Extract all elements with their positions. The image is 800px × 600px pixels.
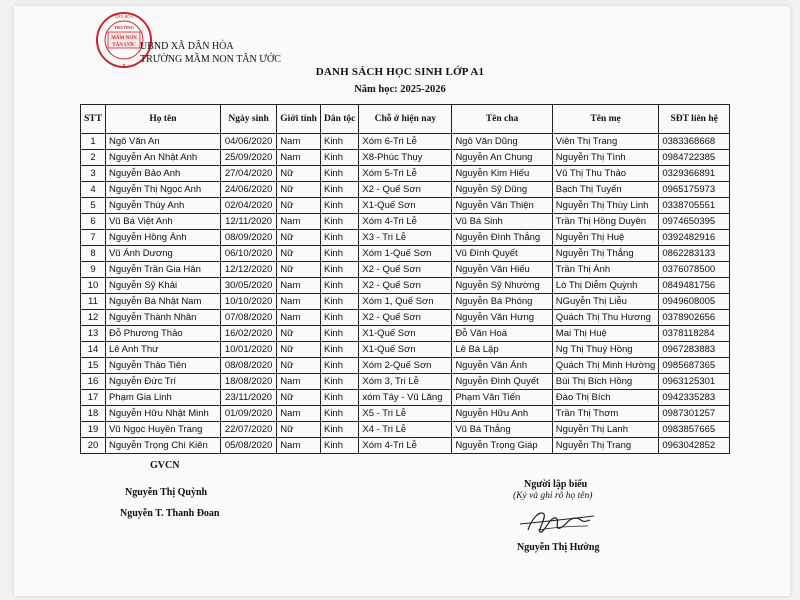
cell-phone: 0376078500 xyxy=(659,262,730,278)
cell-mother-name: Nguyễn Thị Trang xyxy=(552,438,659,454)
cell-phone: 0338705551 xyxy=(659,198,730,214)
table-row xyxy=(81,326,730,342)
cell-ethnicity: Kinh xyxy=(320,310,358,326)
cell-mother-name: Trần Thị Thơm xyxy=(552,406,659,422)
cell-phone: 0862283133 xyxy=(659,246,730,262)
cell-ethnicity: Kinh xyxy=(320,358,358,374)
cell-gender: Nam xyxy=(277,438,321,454)
cell-gender: Nữ xyxy=(277,342,321,358)
table-row xyxy=(81,422,730,438)
cell-ethnicity: Kinh xyxy=(320,214,358,230)
cell-address: xóm Tây - Vũ Lăng xyxy=(359,390,452,406)
table-row xyxy=(81,342,730,358)
cell-full-name: Phạm Gia Linh xyxy=(105,390,220,406)
cell-ethnicity: Kinh xyxy=(320,230,358,246)
cell-address: X2 - Quế Sơn xyxy=(359,278,452,294)
cell-address: Xóm 3, Tri Lễ xyxy=(359,374,452,390)
cell-full-name: Nguyễn Sỹ Khải xyxy=(105,278,220,294)
cell-phone: 0949608005 xyxy=(659,294,730,310)
cell-birth-date: 22/07/2020 xyxy=(220,422,276,438)
table-row xyxy=(81,406,730,422)
student-list-table xyxy=(80,104,730,454)
cell-full-name: Nguyễn Đức Trí xyxy=(105,374,220,390)
preparer-label: Người lập biểu xyxy=(524,479,588,490)
cell-address: X1-Quế Sơn xyxy=(359,198,452,214)
cell-full-name: Nguyễn Thị Ngọc Anh xyxy=(105,182,220,198)
cell-phone: 0967283883 xyxy=(659,342,730,358)
cell-mother-name: Lò Thị Diễm Quỳnh xyxy=(552,278,659,294)
cell-address: Xóm 1, Quế Sơn xyxy=(359,294,452,310)
preparer-name: Nguyễn Thị Hường xyxy=(517,542,600,553)
cell-stt: 2 xyxy=(81,150,106,166)
cell-mother-name: Nguyễn Thị Thắng xyxy=(552,246,659,262)
cell-gender: Nam xyxy=(277,406,321,422)
cell-birth-date: 06/10/2020 xyxy=(220,246,276,262)
col-header: Tên mẹ xyxy=(552,105,659,134)
cell-father-name: Nguyễn Kim Hiếu xyxy=(452,166,552,182)
cell-mother-name: Mai Thị Huệ xyxy=(552,326,659,342)
cell-gender: Nam xyxy=(277,214,321,230)
cell-father-name: Nguyễn Trọng Giáp xyxy=(452,438,552,454)
cell-father-name: Nguyễn Bá Phóng xyxy=(452,294,552,310)
cell-full-name: Nguyễn Hồng Ánh xyxy=(105,230,220,246)
preparer-note: (Ký và ghi rõ họ tên) xyxy=(513,491,593,501)
cell-stt: 3 xyxy=(81,166,106,182)
cell-father-name: Nguyễn Đình Thắng xyxy=(452,230,552,246)
cell-mother-name: Đào Thị Bích xyxy=(552,390,659,406)
cell-stt: 15 xyxy=(81,358,106,374)
cell-address: Xóm 4-Tri Lễ xyxy=(359,438,452,454)
table-row xyxy=(81,390,730,406)
cell-gender: Nữ xyxy=(277,422,321,438)
col-header: Tên cha xyxy=(452,105,552,134)
cell-ethnicity: Kinh xyxy=(320,406,358,422)
cell-address: X5 - Tri Lễ xyxy=(359,406,452,422)
cell-address: X1-Quế Sơn xyxy=(359,326,452,342)
cell-address: Xóm 1-Quế Sơn xyxy=(359,246,452,262)
cell-gender: Nữ xyxy=(277,390,321,406)
cell-phone: 0942335283 xyxy=(659,390,730,406)
cell-ethnicity: Kinh xyxy=(320,166,358,182)
cell-ethnicity: Kinh xyxy=(320,422,358,438)
cell-mother-name: Bạch Thị Tuyến xyxy=(552,182,659,198)
cell-full-name: Nguyễn Bảo Anh xyxy=(105,166,220,182)
cell-ethnicity: Kinh xyxy=(320,198,358,214)
cell-address: X2 - Quế Sơn xyxy=(359,310,452,326)
cell-gender: Nữ xyxy=(277,230,321,246)
cell-stt: 18 xyxy=(81,406,106,422)
svg-text:MẦM NON: MẦM NON xyxy=(111,36,137,41)
cell-stt: 1 xyxy=(81,134,106,150)
cell-father-name: Phạm Văn Tiến xyxy=(452,390,552,406)
school-year: Năm học: 2025-2026 xyxy=(354,84,446,95)
cell-birth-date: 08/09/2020 xyxy=(220,230,276,246)
cell-stt: 19 xyxy=(81,422,106,438)
cell-full-name: Đỗ Phương Thảo xyxy=(105,326,220,342)
cell-ethnicity: Kinh xyxy=(320,262,358,278)
homeroom-teacher-name-1: Nguyễn Thị Quỳnh xyxy=(125,487,208,498)
cell-full-name: Lê Anh Thư xyxy=(105,342,220,358)
cell-phone: 0392482916 xyxy=(659,230,730,246)
cell-mother-name: Trần Thị Hồng Duyên xyxy=(552,214,659,230)
cell-birth-date: 30/05/2020 xyxy=(220,278,276,294)
col-header: Ngày sinh xyxy=(220,105,276,134)
cell-address: X8-Phúc Thụy xyxy=(359,150,452,166)
table-row xyxy=(81,150,730,166)
cell-stt: 4 xyxy=(81,182,106,198)
cell-stt: 13 xyxy=(81,326,106,342)
cell-mother-name: Nguyễn Thị Thùy Linh xyxy=(552,198,659,214)
svg-text:TÂN ƯỚC: TÂN ƯỚC xyxy=(112,43,136,48)
cell-mother-name: Ng Thị Thuý Hồng xyxy=(552,342,659,358)
cell-address: Xóm 5-Tri Lễ xyxy=(359,166,452,182)
cell-full-name: Nguyễn Trọng Chí Kiên xyxy=(105,438,220,454)
cell-stt: 12 xyxy=(81,310,106,326)
cell-address: Xóm 4-Tri Lễ xyxy=(359,214,452,230)
cell-stt: 14 xyxy=(81,342,106,358)
cell-phone: 0963125301 xyxy=(659,374,730,390)
cell-phone: 0383368668 xyxy=(659,134,730,150)
cell-stt: 9 xyxy=(81,262,106,278)
cell-phone: 0963042852 xyxy=(659,438,730,454)
cell-full-name: Nguyễn Thành Nhân xyxy=(105,310,220,326)
cell-mother-name: Quách Thị Minh Hường xyxy=(552,358,659,374)
cell-mother-name: Nguyễn Thị Lanh xyxy=(552,422,659,438)
org-line-1: UBND XÃ DÂN HÒA xyxy=(140,41,234,52)
cell-gender: Nam xyxy=(277,150,321,166)
cell-mother-name: Viên Thị Trang xyxy=(552,134,659,150)
table-row xyxy=(81,182,730,198)
cell-full-name: Nguyễn An Nhật Anh xyxy=(105,150,220,166)
table-row xyxy=(81,214,730,230)
cell-birth-date: 10/10/2020 xyxy=(220,294,276,310)
cell-ethnicity: Kinh xyxy=(320,326,358,342)
col-header: Họ tên xyxy=(105,105,220,134)
cell-stt: 6 xyxy=(81,214,106,230)
cell-stt: 20 xyxy=(81,438,106,454)
cell-address: X2 - Quế Sơn xyxy=(359,262,452,278)
cell-full-name: Nguyễn Thùy Anh xyxy=(105,198,220,214)
cell-ethnicity: Kinh xyxy=(320,374,358,390)
cell-gender: Nam xyxy=(277,294,321,310)
cell-ethnicity: Kinh xyxy=(320,342,358,358)
cell-mother-name: NGuyễn Thị Liễu xyxy=(552,294,659,310)
cell-father-name: Nguyễn An Chung xyxy=(452,150,552,166)
svg-text:TRƯỜNG: TRƯỜNG xyxy=(113,25,135,30)
cell-stt: 11 xyxy=(81,294,106,310)
cell-full-name: Ngô Văn An xyxy=(105,134,220,150)
cell-address: Xóm 6-Tri Lễ xyxy=(359,134,452,150)
cell-gender: Nữ xyxy=(277,262,321,278)
col-header: Chỗ ở hiện nay xyxy=(359,105,452,134)
col-header: STT xyxy=(81,105,106,134)
col-header: Giới tính xyxy=(277,105,321,134)
cell-father-name: Nguyễn Sỹ Dũng xyxy=(452,182,552,198)
cell-full-name: Nguyễn Bá Nhật Nam xyxy=(105,294,220,310)
cell-ethnicity: Kinh xyxy=(320,150,358,166)
cell-birth-date: 23/11/2020 xyxy=(220,390,276,406)
cell-father-name: Nguyễn Đình Quyết xyxy=(452,374,552,390)
cell-phone: 0378902656 xyxy=(659,310,730,326)
cell-father-name: Nguyễn Văn Hiếu xyxy=(452,262,552,278)
table-header-row xyxy=(81,105,730,134)
cell-phone: 0329366891 xyxy=(659,166,730,182)
cell-stt: 5 xyxy=(81,198,106,214)
cell-gender: Nam xyxy=(277,310,321,326)
cell-mother-name: Bùi Thị Bích Hồng xyxy=(552,374,659,390)
cell-full-name: Vũ Ánh Dương xyxy=(105,246,220,262)
cell-phone: 0984722385 xyxy=(659,150,730,166)
table-row xyxy=(81,374,730,390)
cell-gender: Nam xyxy=(277,134,321,150)
table-row xyxy=(81,358,730,374)
cell-mother-name: Nguyễn Thị Huệ xyxy=(552,230,659,246)
cell-gender: Nữ xyxy=(277,198,321,214)
table-row xyxy=(81,166,730,182)
cell-birth-date: 27/04/2020 xyxy=(220,166,276,182)
cell-address: X1-Quế Sơn xyxy=(359,342,452,358)
cell-birth-date: 04/06/2020 xyxy=(220,134,276,150)
cell-birth-date: 12/11/2020 xyxy=(220,214,276,230)
table-row xyxy=(81,278,730,294)
cell-full-name: Nguyễn Trần Gia Hân xyxy=(105,262,220,278)
table-row xyxy=(81,134,730,150)
cell-gender: Nữ xyxy=(277,246,321,262)
cell-gender: Nữ xyxy=(277,182,321,198)
cell-birth-date: 24/06/2020 xyxy=(220,182,276,198)
table-row xyxy=(81,294,730,310)
cell-gender: Nam xyxy=(277,278,321,294)
cell-birth-date: 10/01/2020 xyxy=(220,342,276,358)
cell-birth-date: 25/09/2020 xyxy=(220,150,276,166)
organization-header xyxy=(140,40,281,66)
cell-address: Xóm 2-Quế Sơn xyxy=(359,358,452,374)
cell-stt: 8 xyxy=(81,246,106,262)
cell-mother-name: Nguyễn Thị Tình xyxy=(552,150,659,166)
cell-address: X4 - Tri Lễ xyxy=(359,422,452,438)
cell-gender: Nam xyxy=(277,374,321,390)
svg-text:★: ★ xyxy=(122,62,126,67)
cell-stt: 17 xyxy=(81,390,106,406)
cell-father-name: Nguyễn Văn Thiện xyxy=(452,198,552,214)
cell-ethnicity: Kinh xyxy=(320,294,358,310)
cell-ethnicity: Kinh xyxy=(320,182,358,198)
col-header: Dân tộc xyxy=(320,105,358,134)
cell-birth-date: 07/08/2020 xyxy=(220,310,276,326)
cell-phone: 0378118284 xyxy=(659,326,730,342)
table-row xyxy=(81,246,730,262)
cell-birth-date: 16/02/2020 xyxy=(220,326,276,342)
col-header: SĐT liên hệ xyxy=(659,105,730,134)
cell-father-name: Đỗ Văn Hoà xyxy=(452,326,552,342)
homeroom-teacher-label: GVCN xyxy=(150,460,180,471)
cell-father-name: Vũ Bá Thắng xyxy=(452,422,552,438)
cell-ethnicity: Kinh xyxy=(320,390,358,406)
svg-text:DÂN HÒA: DÂN HÒA xyxy=(114,14,134,19)
table-row xyxy=(81,438,730,454)
cell-father-name: Nguyễn Sỹ Nhường xyxy=(452,278,552,294)
cell-father-name: Vũ Bá Sinh xyxy=(452,214,552,230)
cell-phone: 0987301257 xyxy=(659,406,730,422)
cell-mother-name: Vũ Thị Thu Thảo xyxy=(552,166,659,182)
org-line-2: TRƯỜNG MẦM NON TÂN ƯỚC xyxy=(140,54,281,65)
cell-gender: Nữ xyxy=(277,358,321,374)
cell-address: X2 - Quế Sơn xyxy=(359,182,452,198)
cell-stt: 7 xyxy=(81,230,106,246)
cell-ethnicity: Kinh xyxy=(320,246,358,262)
cell-birth-date: 18/08/2020 xyxy=(220,374,276,390)
cell-stt: 10 xyxy=(81,278,106,294)
cell-full-name: Nguyễn Hữu Nhật Minh xyxy=(105,406,220,422)
cell-father-name: Nguyễn Hữu Anh xyxy=(452,406,552,422)
cell-gender: Nữ xyxy=(277,166,321,182)
document-title: DANH SÁCH HỌC SINH LỚP A1 xyxy=(315,66,485,78)
cell-father-name: Lê Bá Lập xyxy=(452,342,552,358)
cell-birth-date: 08/08/2020 xyxy=(220,358,276,374)
cell-phone: 0849481756 xyxy=(659,278,730,294)
preparer-signature xyxy=(510,500,600,540)
homeroom-teacher-name-2: Nguyễn T. Thanh Đoan xyxy=(120,508,220,519)
cell-gender: Nữ xyxy=(277,326,321,342)
cell-father-name: Ngô Văn Dũng xyxy=(452,134,552,150)
cell-mother-name: Trần Thị Ánh xyxy=(552,262,659,278)
cell-father-name: Nguyễn Văn Ánh xyxy=(452,358,552,374)
cell-full-name: Nguyễn Thảo Tiên xyxy=(105,358,220,374)
cell-phone: 0974650395 xyxy=(659,214,730,230)
cell-birth-date: 02/04/2020 xyxy=(220,198,276,214)
table-row xyxy=(81,310,730,326)
cell-birth-date: 12/12/2020 xyxy=(220,262,276,278)
table-row xyxy=(81,198,730,214)
cell-birth-date: 01/09/2020 xyxy=(220,406,276,422)
cell-ethnicity: Kinh xyxy=(320,278,358,294)
table-row xyxy=(81,230,730,246)
cell-full-name: Vũ Bá Việt Anh xyxy=(105,214,220,230)
cell-birth-date: 05/08/2020 xyxy=(220,438,276,454)
cell-ethnicity: Kinh xyxy=(320,438,358,454)
cell-phone: 0983857665 xyxy=(659,422,730,438)
cell-mother-name: Quách Thị Thu Hương xyxy=(552,310,659,326)
cell-full-name: Vũ Ngọc Huyền Trang xyxy=(105,422,220,438)
cell-father-name: Vũ Đình Quyết xyxy=(452,246,552,262)
cell-phone: 0965175973 xyxy=(659,182,730,198)
cell-phone: 0985687365 xyxy=(659,358,730,374)
cell-stt: 16 xyxy=(81,374,106,390)
cell-address: X3 - Tri Lễ xyxy=(359,230,452,246)
table-row xyxy=(81,262,730,278)
cell-father-name: Nguyễn Văn Hưng xyxy=(452,310,552,326)
cell-ethnicity: Kinh xyxy=(320,134,358,150)
